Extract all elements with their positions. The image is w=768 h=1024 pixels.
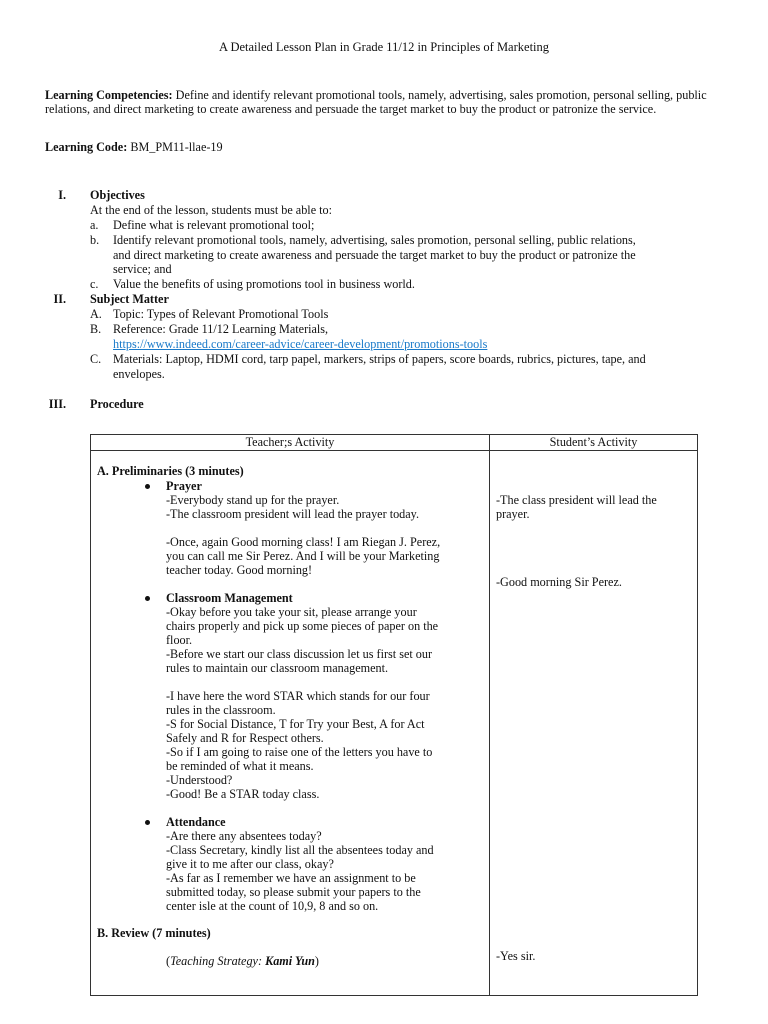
subject-c-marker: C. bbox=[90, 352, 102, 366]
objective-b-line1: Identify relevant promotional tools, namely, advertising, sales promotion, personal selling, public relations, bbox=[113, 233, 636, 247]
greeting-line3: teacher today. Good morning! bbox=[166, 563, 313, 577]
subject-topic: Topic: Types of Relevant Promotional Tools bbox=[113, 307, 329, 321]
star-line5: -So if I am going to raise one of the letters you have to bbox=[166, 745, 433, 759]
attendance-line4: -As far as I remember we have an assignment to be bbox=[166, 871, 416, 885]
prayer-heading: Prayer bbox=[166, 479, 202, 493]
preliminaries-heading: A. Preliminaries (3 minutes) bbox=[97, 464, 244, 478]
attendance-line2: -Class Secretary, kindly list all the absentees today and bbox=[166, 843, 434, 857]
management-line4: -Before we start our class discussion let us first set our bbox=[166, 647, 433, 661]
strategy-open-paren: ( bbox=[166, 954, 171, 968]
prayer-bullet bbox=[145, 484, 150, 489]
star-line2: rules in the classroom. bbox=[166, 703, 276, 717]
teaching-strategy bbox=[166, 954, 319, 968]
attendance-line3: give it to me after our class, okay? bbox=[166, 857, 334, 871]
subject-b-marker: B. bbox=[90, 322, 102, 336]
management-line3: floor. bbox=[166, 633, 193, 647]
document-title: A Detailed Lesson Plan in Grade 11/12 in Principles of Marketing bbox=[218, 40, 550, 54]
student-response-2: -Good morning Sir Perez. bbox=[496, 575, 622, 589]
procedure-number: III. bbox=[48, 397, 66, 411]
subject-a-marker: A. bbox=[90, 307, 102, 321]
competencies-text: Define and identify relevant promotional tools, namely, advertising, sales promotion, personal selling, public relations, and direct marketing to create awareness and persuade the target market to buy the product or patronize the service. bbox=[45, 88, 707, 116]
greeting-line2: you can call me Sir Perez. And I will be your Marketing bbox=[166, 549, 440, 563]
procedure-heading: Procedure bbox=[90, 397, 144, 411]
star-line3: -S for Social Distance, T for Try your Best, A for Act bbox=[166, 717, 425, 731]
attendance-line6: center isle at the count of 10,9, 8 and so on. bbox=[166, 899, 379, 913]
objective-c-text: Value the benefits of using promotions tool in business world. bbox=[113, 277, 415, 291]
objectives-heading: Objectives bbox=[90, 188, 145, 202]
prayer-line1: -Everybody stand up for the prayer. bbox=[166, 493, 340, 507]
objective-c-marker: c. bbox=[90, 277, 99, 291]
management-line2: chairs properly and pick up some pieces of paper on the bbox=[166, 619, 439, 633]
prayer-line2: -The classroom president will lead the prayer today. bbox=[166, 507, 420, 521]
star-line1: -I have here the word STAR which stands for our four bbox=[166, 689, 430, 703]
subject-materials-line1: Materials: Laptop, HDMI cord, tarp papel, markers, strips of papers, score boards, rubrics, pictures, tape, and bbox=[113, 352, 646, 366]
objective-b-line2: and direct marketing to create awareness and persuade the target market to buy the product or patronize the bbox=[113, 248, 636, 262]
table-row bbox=[91, 451, 698, 996]
student-response-1a: -The class president will lead the bbox=[496, 493, 657, 507]
objective-b-marker: b. bbox=[90, 233, 100, 247]
management-bullet bbox=[145, 596, 150, 601]
strategy-label: Teaching Strategy: bbox=[170, 954, 266, 968]
objectives-number: I. bbox=[58, 188, 66, 202]
competencies-label: Learning Competencies: bbox=[45, 88, 173, 102]
attendance-bullet bbox=[145, 820, 150, 825]
star-line7: -Understood? bbox=[166, 773, 233, 787]
reference-link[interactable]: https://www.indeed.com/career-advice/career-development/promotions-tools bbox=[113, 337, 488, 351]
teacher-activity-cell bbox=[91, 451, 490, 996]
code-label: Learning Code: bbox=[45, 140, 128, 154]
student-activity-header: Student’s Activity bbox=[490, 435, 698, 451]
star-line4: Safely and R for Respect others. bbox=[166, 731, 324, 745]
activity-table bbox=[90, 434, 698, 996]
subject-materials-line2: envelopes. bbox=[113, 367, 165, 381]
objective-a-marker: a. bbox=[90, 218, 99, 232]
objectives-intro: At the end of the lesson, students must be able to: bbox=[90, 203, 333, 217]
review-heading: B. Review (7 minutes) bbox=[97, 926, 211, 940]
student-activity-cell bbox=[490, 451, 698, 996]
management-line1: -Okay before you take your sit, please arrange your bbox=[166, 605, 417, 619]
greeting-line1: -Once, again Good morning class! I am Riegan J. Perez, bbox=[166, 535, 441, 549]
management-line5: rules to maintain our classroom management. bbox=[166, 661, 389, 675]
objective-a-text: Define what is relevant promotional tool; bbox=[113, 218, 315, 232]
subject-number: II. bbox=[53, 292, 66, 306]
code-value: BM_PM11-llae-19 bbox=[127, 140, 223, 154]
attendance-heading: Attendance bbox=[166, 815, 226, 829]
subject-reference: Reference: Grade 11/12 Learning Materials, bbox=[113, 322, 329, 336]
strategy-name: Kami Yun bbox=[265, 954, 315, 968]
subject-heading: Subject Matter bbox=[90, 292, 169, 306]
learning-competencies bbox=[45, 88, 725, 116]
management-heading: Classroom Management bbox=[166, 591, 293, 605]
attendance-line1: -Are there any absentees today? bbox=[166, 829, 322, 843]
teacher-activity-header: Teacher;s Activity bbox=[91, 435, 490, 451]
student-response-3: -Yes sir. bbox=[496, 949, 536, 963]
student-response-1b: prayer. bbox=[496, 507, 530, 521]
star-line6: be reminded of what it means. bbox=[166, 759, 314, 773]
strategy-close-paren: ) bbox=[314, 954, 319, 968]
objective-b-line3: service; and bbox=[113, 262, 172, 276]
star-line8: -Good! Be a STAR today class. bbox=[166, 787, 320, 801]
attendance-line5: submitted today, so please submit your papers to the bbox=[166, 885, 421, 899]
learning-code bbox=[45, 140, 223, 154]
table-header-row bbox=[91, 435, 698, 451]
